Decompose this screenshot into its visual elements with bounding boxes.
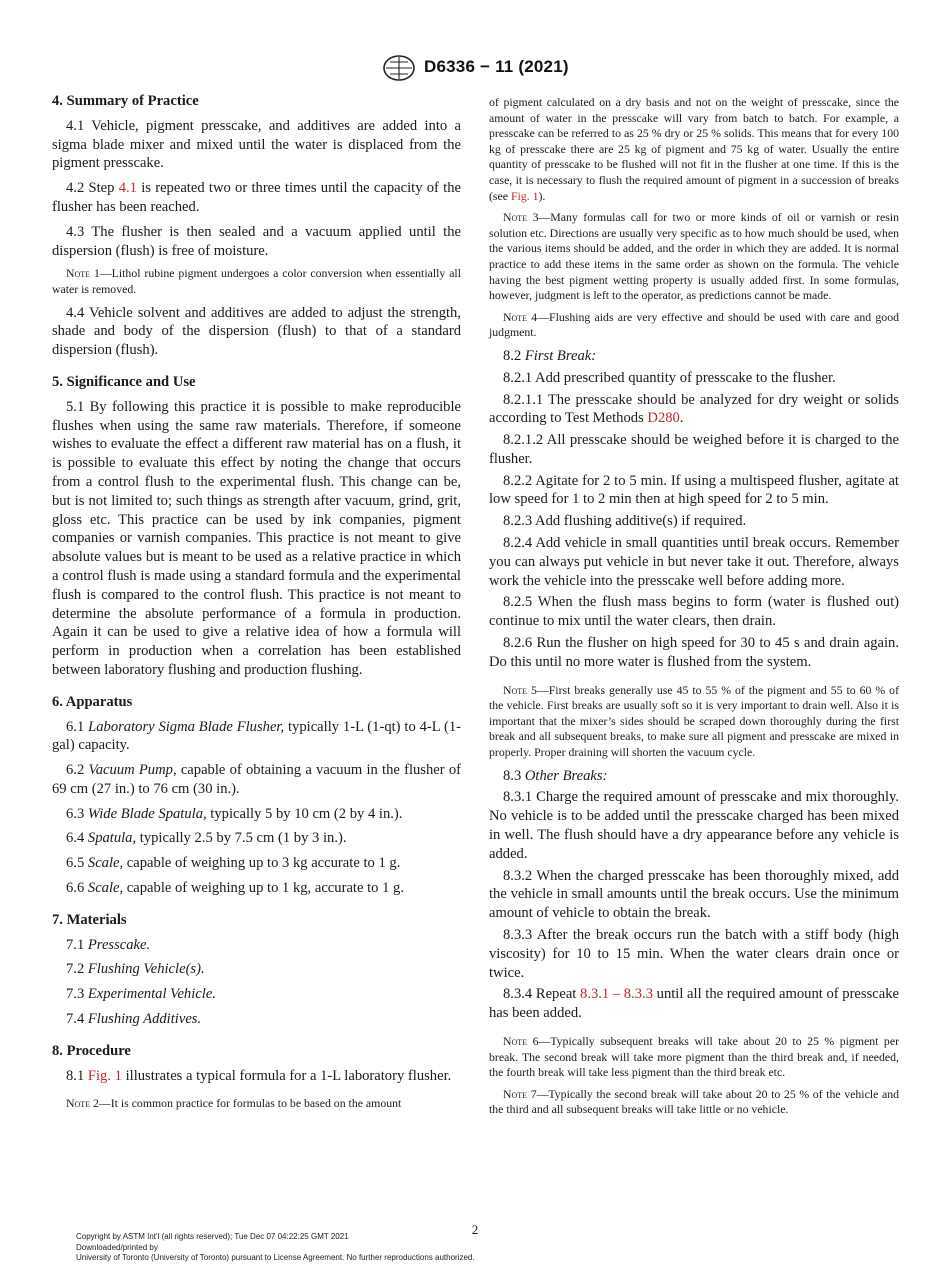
footer-line: Downloaded/printed by bbox=[76, 1242, 158, 1252]
list-item: 7.1 Presscake. bbox=[66, 936, 151, 953]
list-item: 6.4 Spatula, typically 2.5 by 7.5 cm (1 by 3 in.). bbox=[66, 830, 347, 847]
paragraph: 8.2.1.1 The presscake should be analyzed for dry weight or solids according to Test Methods D280. bbox=[489, 391, 899, 427]
list-item: 6.3 Wide Blade Spatula, typically 5 by 10 cm (2 by 4 in.). bbox=[66, 805, 403, 822]
paragraph: 8.2.4 Add vehicle in small quantities until break occurs. Remember you can always put vehicle in but never take it out. Therefore, always work the vehicle into the presscake well before adding more. bbox=[489, 535, 899, 589]
note-continuation: of pigment calculated on a dry basis and not on the weight of presscake, since the amount of water in the presscake will vary from batch to batch. For example, a presscake can be referred to as 25 % dry or 25 % solids. This means that for every 100 kg of presscake there are 25 kg of pigment and 75 kg of water. Usually the entire quantity of presscake to be flushed will not fit in the flusher at one time. If this is the case, it is necessary to flush the required amount of pigment in a succession of breaks (see Fig. 1). bbox=[489, 95, 899, 203]
paragraph: 8.3.4 Repeat 8.3.1 – 8.3.3 until all the required amount of presscake has been added. bbox=[489, 986, 899, 1022]
section-link[interactable]: 4.1 bbox=[118, 180, 137, 197]
paragraph: 8.1 Fig. 1 illustrates a typical formula for a 1-L laboratory flusher. bbox=[66, 1067, 452, 1084]
list-item: 7.3 Experimental Vehicle. bbox=[66, 986, 216, 1003]
paragraph: 4.1 Vehicle, pigment presscake, and additives are added into a sigma blade mixer and mixed until the water is displaced from the pigment presscake. bbox=[52, 117, 461, 172]
standard-link[interactable]: D280 bbox=[647, 410, 680, 427]
paragraph: 4.4 Vehicle solvent and additives are added to adjust the strength, shade and body of the dispersion (flush) to that of a standard dispersion (flush). bbox=[52, 304, 461, 359]
paragraph: 4.3 The flusher is then sealed and a vacuum applied until the dispersion (flush) is free of moisture. bbox=[52, 223, 461, 259]
paragraph: 8.2.1 Add prescribed quantity of presscake to the flusher. bbox=[503, 369, 836, 386]
right-column bbox=[489, 95, 899, 1124]
list-item: 6.6 Scale, capable of weighing up to 1 kg, accurate to 1 g. bbox=[66, 880, 404, 897]
paragraph: 4.2 Step 4.1 is repeated two or three times until the capacity of the flusher has been reached. bbox=[52, 180, 461, 215]
document-title: D6336 − 11 (2021) bbox=[424, 57, 569, 76]
paragraph: 8.2.1.2 All presscake should be weighed before it is charged to the flusher. bbox=[489, 432, 899, 467]
list-item: 6.5 Scale, capable of weighing up to 3 kg accurate to 1 g. bbox=[66, 855, 401, 872]
paragraph: 8.3.2 When the charged presscake has been thoroughly mixed, add the vehicle in small amounts until the break occurs. Use the minimum amount of vehicle to obtain the break. bbox=[489, 867, 899, 922]
footer-line: Copyright by ASTM Int'l (all rights reserved); Tue Dec 07 04:22:25 GMT 2021 bbox=[76, 1232, 349, 1241]
section-heading: 6. Apparatus bbox=[52, 693, 133, 710]
note: Note 4—Flushing aids are very effective and should be used with care and good judgment. bbox=[489, 309, 899, 340]
list-item: 7.4 Flushing Additives. bbox=[66, 1011, 202, 1028]
list-item: 7.2 Flushing Vehicle(s). bbox=[66, 961, 205, 978]
figure-link[interactable]: Fig. 1 bbox=[510, 188, 539, 203]
note: Note 6—Typically subsequent breaks will take about 20 to 25 % pigment per break. The second break will take more pigment than the third break and, if needed, the fourth break will take less pigment than the third break etc. bbox=[489, 1033, 899, 1080]
section-link[interactable]: 8.3.1 – 8.3.3 bbox=[580, 986, 653, 1003]
list-item: 6.2 Vacuum Pump, capable of obtaining a vacuum in the flusher of 69 cm (27 in.) to 76 cm (30 in.). bbox=[52, 762, 461, 797]
subsection-heading: 8.3 Other Breaks: bbox=[503, 767, 608, 784]
paragraph: 5.1 By following this practice it is possible to make reproducible flushes when using the same raw materials. Therefore, if someone wishes to evaluate the effect a different raw material has on a flush, it is possible to evaluate this effect by noting the change that occurs from a control flush to the experimental flush. This change can be, but is not limited to; such things as strength after vacuum, grind, grit, gloss etc. This practice can be used by ink companies, pigment companies or varnish companies. This practice is not meant to give absolute values but is meant to be used as a relative practice in which a control flush is made using a standard formula and the experimental flush is compared to the control flush. This practice is not meant to determine the absolute performance of a formula in production. Again it can be used to give a relative idea of how a formula will perform in production when a correlation has been established between laboratory flushing and production flushing. bbox=[52, 398, 461, 678]
subsection-heading: 8.2 First Break: bbox=[503, 347, 597, 364]
note: Note 5—First breaks generally use 45 to 55 % of the pigment and 55 to 60 % of the vehicle. First breaks are usually soft so it is very important to drain well. Also it is important that the mixer’s sides should be scraped down thoroughly during the first break and all subsequent breaks, to make sure all pigment and presscake are mixed in properly. Proper draining will shorten the vacuum cycle. bbox=[489, 682, 899, 760]
page-number: 2 bbox=[471, 1222, 479, 1237]
paragraph: 8.2.3 Add flushing additive(s) if required. bbox=[503, 513, 747, 530]
note: Note 2—It is common practice for formulas to be based on the amount bbox=[66, 1096, 402, 1111]
paragraph: 8.2.2 Agitate for 2 to 5 min. If using a multispeed flusher, agitate at low speed for 1 to 2 min then at high speed for 2 to 5 min. bbox=[489, 472, 899, 508]
copyright-footer bbox=[76, 1232, 475, 1264]
section-heading: 7. Materials bbox=[52, 911, 127, 928]
note: Note 3—Many formulas call for two or more kinds of oil or varnish or resin solution etc. Directions are usually very specific as to how much should be used, when the various items should be added, and the order in which they are added. It is normal practice to add these items in the same order as shown on the formula. The vehicle having the best pigment wetting property is usually added first. In some formulas, however, judgment is left to the operator, as predictions cannot be made. bbox=[489, 210, 899, 303]
paragraph: 8.2.5 When the flush mass begins to form (water is flushed out) continue to mix until the water clears, then drain. bbox=[489, 594, 899, 630]
paragraph: 8.3.3 After the break occurs run the batch with a stiff body (high viscosity) for 10 to 15 min. When the water clears drain once or twice. bbox=[489, 927, 899, 981]
paragraph: 8.2.6 Run the flusher on high speed for 30 to 45 s and drain again. Do this until no more water is flushed from the system. bbox=[489, 635, 899, 670]
note: Note 1—Lithol rubine pigment undergoes a color conversion when essentially all water is removed. bbox=[52, 266, 461, 296]
section-heading: 8. Procedure bbox=[52, 1042, 131, 1059]
list-item: 6.1 Laboratory Sigma Blade Flusher, typically 1-L (1-qt) to 4-L (1-gal) capacity. bbox=[52, 718, 462, 754]
page-header bbox=[0, 54, 950, 84]
note: Note 7—Typically the second break will take about 20 to 25 % of the vehicle and the third and all subsequent breaks will take little or no vehicle. bbox=[489, 1086, 899, 1117]
footer-line: University of Toronto (University of Toronto) pursuant to License Agreement. No further reproductions authorized. bbox=[76, 1253, 475, 1262]
figure-link[interactable]: Fig. 1 bbox=[87, 1067, 122, 1084]
paragraph: 8.3.1 Charge the required amount of presscake and mix thoroughly. No vehicle is to be added until the presscake charged has been mixed in well. The flush should have a dry appearance before any vehicle is added. bbox=[489, 789, 899, 862]
left-column bbox=[52, 92, 461, 1118]
section-heading: 4. Summary of Practice bbox=[52, 93, 199, 109]
section-heading: 5. Significance and Use bbox=[52, 373, 196, 390]
astm-logo-icon bbox=[382, 54, 416, 82]
